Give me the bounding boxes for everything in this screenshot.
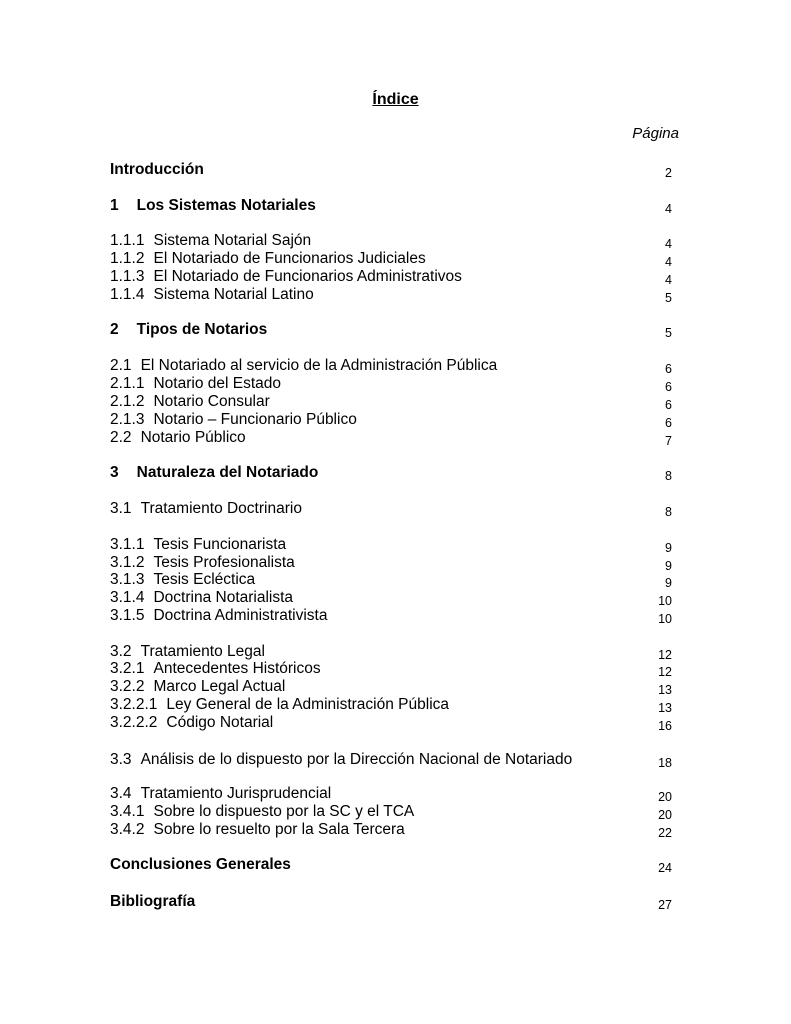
toc-entry-page: 9 xyxy=(665,576,672,590)
toc-entry-title: El Notariado de Funcionarios Judiciales xyxy=(153,250,426,267)
toc-entry-number: 3.2.1 xyxy=(110,660,145,677)
toc-entry-title: Introducción xyxy=(110,161,204,178)
toc-entry-number: 3.3 xyxy=(110,751,132,768)
toc-entry-title: Doctrina Administrativista xyxy=(153,607,328,624)
toc-entry xyxy=(110,714,672,732)
toc-entry-number: 3.4.2 xyxy=(110,821,145,838)
toc-entry-number: 3.1.3 xyxy=(110,571,145,588)
toc-entry-title: Bibliografía xyxy=(110,893,196,910)
toc-entry-number: 3.1.5 xyxy=(110,607,145,624)
toc-entry-number: 1 xyxy=(110,197,119,214)
page-title: Índice xyxy=(372,91,419,108)
toc-entry-title: Marco Legal Actual xyxy=(153,678,286,695)
toc-entry-page: 5 xyxy=(665,291,672,305)
toc-entry-number: 2.1.3 xyxy=(110,411,145,428)
toc-entry xyxy=(110,821,672,839)
toc-entry xyxy=(110,660,672,678)
toc-entry-number: 3.2 xyxy=(110,643,132,660)
toc-entry xyxy=(110,357,672,375)
toc-entry xyxy=(110,375,672,393)
toc-entry xyxy=(110,785,672,803)
toc-entry xyxy=(110,321,672,339)
toc-entry-title: El Notariado de Funcionarios Administrativos xyxy=(153,268,462,285)
toc-entry xyxy=(110,536,672,554)
toc-entry-title: Sistema Notarial Latino xyxy=(153,286,314,303)
toc-entry-number: 2.1.2 xyxy=(110,393,145,410)
toc-entry-page: 18 xyxy=(658,756,672,770)
toc-entry-page: 12 xyxy=(658,648,672,662)
toc-entry-number: 1.1.1 xyxy=(110,232,145,249)
toc-entry-number: 2.1.1 xyxy=(110,375,145,392)
toc-entry-number: 1.1.4 xyxy=(110,286,145,303)
toc-entry xyxy=(110,232,672,250)
toc-entry-title: Tesis Funcionarista xyxy=(153,536,287,553)
toc-entry-page: 9 xyxy=(665,541,672,555)
toc-entry-page: 16 xyxy=(658,719,672,733)
toc-entry-title: Antecedentes Históricos xyxy=(153,660,321,677)
toc-entry-number: 3.1.2 xyxy=(110,554,145,571)
toc-entry-number: 3.2.2.1 xyxy=(110,696,158,713)
toc-entry-number: 3.1.4 xyxy=(110,589,145,606)
toc-entry-page: 10 xyxy=(658,612,672,626)
toc-entry-title: Los Sistemas Notariales xyxy=(136,197,316,214)
toc-entry-page: 20 xyxy=(658,808,672,822)
toc-entry-page: 7 xyxy=(665,434,672,448)
toc-entry-title: Notario del Estado xyxy=(153,375,282,392)
toc-entry xyxy=(110,500,672,518)
toc-entry-page: 13 xyxy=(658,683,672,697)
toc-entry-page: 12 xyxy=(658,665,672,679)
toc-entry-page: 20 xyxy=(658,790,672,804)
toc-entry xyxy=(110,464,672,482)
toc-entry xyxy=(110,393,672,411)
toc-entry-page: 4 xyxy=(665,202,672,216)
toc-entry-page: 24 xyxy=(658,861,672,875)
toc-entry xyxy=(110,803,672,821)
toc-entry-page: 4 xyxy=(665,255,672,269)
toc-entry xyxy=(110,751,672,769)
toc-entry-title: Notario Consular xyxy=(153,393,270,410)
toc-entry-number: 3.2.2 xyxy=(110,678,145,695)
toc-entry xyxy=(110,268,672,286)
toc-entry-title: Código Notarial xyxy=(166,714,274,731)
toc-entry xyxy=(110,893,672,911)
toc-entry-title: Sistema Notarial Sajón xyxy=(153,232,312,249)
toc-entry-number: 3.4 xyxy=(110,785,132,802)
toc-entry-title: Naturaleza del Notariado xyxy=(136,464,319,481)
toc-entry-page: 27 xyxy=(658,898,672,912)
toc-entry-page: 10 xyxy=(658,594,672,608)
toc-entry-title: Tratamiento Doctrinario xyxy=(140,500,302,517)
toc-entry-page: 6 xyxy=(665,416,672,430)
page-column-header: Página xyxy=(632,125,679,142)
toc-entry-number: 2.2 xyxy=(110,429,132,446)
toc-entry xyxy=(110,696,672,714)
toc-entry-page: 6 xyxy=(665,380,672,394)
toc-entry xyxy=(110,589,672,607)
toc-entry-title: Tesis Profesionalista xyxy=(153,554,295,571)
toc-entry xyxy=(110,554,672,572)
toc-entry-page: 5 xyxy=(665,326,672,340)
toc-entry-page: 22 xyxy=(658,826,672,840)
toc-entry-number: 3.1.1 xyxy=(110,536,145,553)
toc-entry-title: Tipos de Notarios xyxy=(136,321,268,338)
toc-entry xyxy=(110,411,672,429)
toc-entry-page: 9 xyxy=(665,559,672,573)
toc-entry-number: 3 xyxy=(110,464,119,481)
toc-entry-title: Doctrina Notarialista xyxy=(153,589,294,606)
toc-entry xyxy=(110,607,672,625)
toc-entry-title: Notario Público xyxy=(140,429,246,446)
toc-entry-number: 3.2.2.2 xyxy=(110,714,158,731)
toc-entry-number: 3.1 xyxy=(110,500,132,517)
toc-entry-title: Tesis Ecléctica xyxy=(153,571,256,588)
toc-entry-title: El Notariado al servicio de la Administración Pública xyxy=(140,357,498,374)
toc-entry xyxy=(110,678,672,696)
toc-entry-page: 4 xyxy=(665,273,672,287)
toc-entry xyxy=(110,643,672,661)
toc-entry-title: Conclusiones Generales xyxy=(110,856,291,873)
toc-entry xyxy=(110,250,672,268)
toc-entry-title: Sobre lo dispuesto por la SC y el TCA xyxy=(153,803,415,820)
toc-entry-number: 2 xyxy=(110,321,119,338)
toc-entry-title: Notario – Funcionario Público xyxy=(153,411,357,428)
toc-entry-number: 1.1.3 xyxy=(110,268,145,285)
toc-entry-page: 8 xyxy=(665,469,672,483)
toc-entry-title: Tratamiento Legal xyxy=(140,643,265,660)
toc-entry-page: 4 xyxy=(665,237,672,251)
toc-entry xyxy=(110,571,672,589)
toc-entry xyxy=(110,429,672,447)
toc-entry-title: Ley General de la Administración Pública xyxy=(166,696,450,713)
toc-entry-title: Tratamiento Jurisprudencial xyxy=(140,785,332,802)
toc-entry xyxy=(110,197,672,215)
toc-entry-page: 6 xyxy=(665,398,672,412)
toc-entry-number: 2.1 xyxy=(110,357,132,374)
toc-entry xyxy=(110,161,672,179)
toc-entry-page: 8 xyxy=(665,505,672,519)
toc-entry-title: Análisis de lo dispuesto por la Dirección Nacional de Notariado xyxy=(140,751,573,768)
toc-entry xyxy=(110,286,672,304)
toc-entry-page: 13 xyxy=(658,701,672,715)
toc-entry-page: 2 xyxy=(665,166,672,180)
toc-entry-number: 3.4.1 xyxy=(110,803,145,820)
toc-entry-number: 1.1.2 xyxy=(110,250,145,267)
toc-entry-page: 6 xyxy=(665,362,672,376)
toc-entry-title: Sobre lo resuelto por la Sala Tercera xyxy=(153,821,405,838)
toc-entry xyxy=(110,856,672,874)
